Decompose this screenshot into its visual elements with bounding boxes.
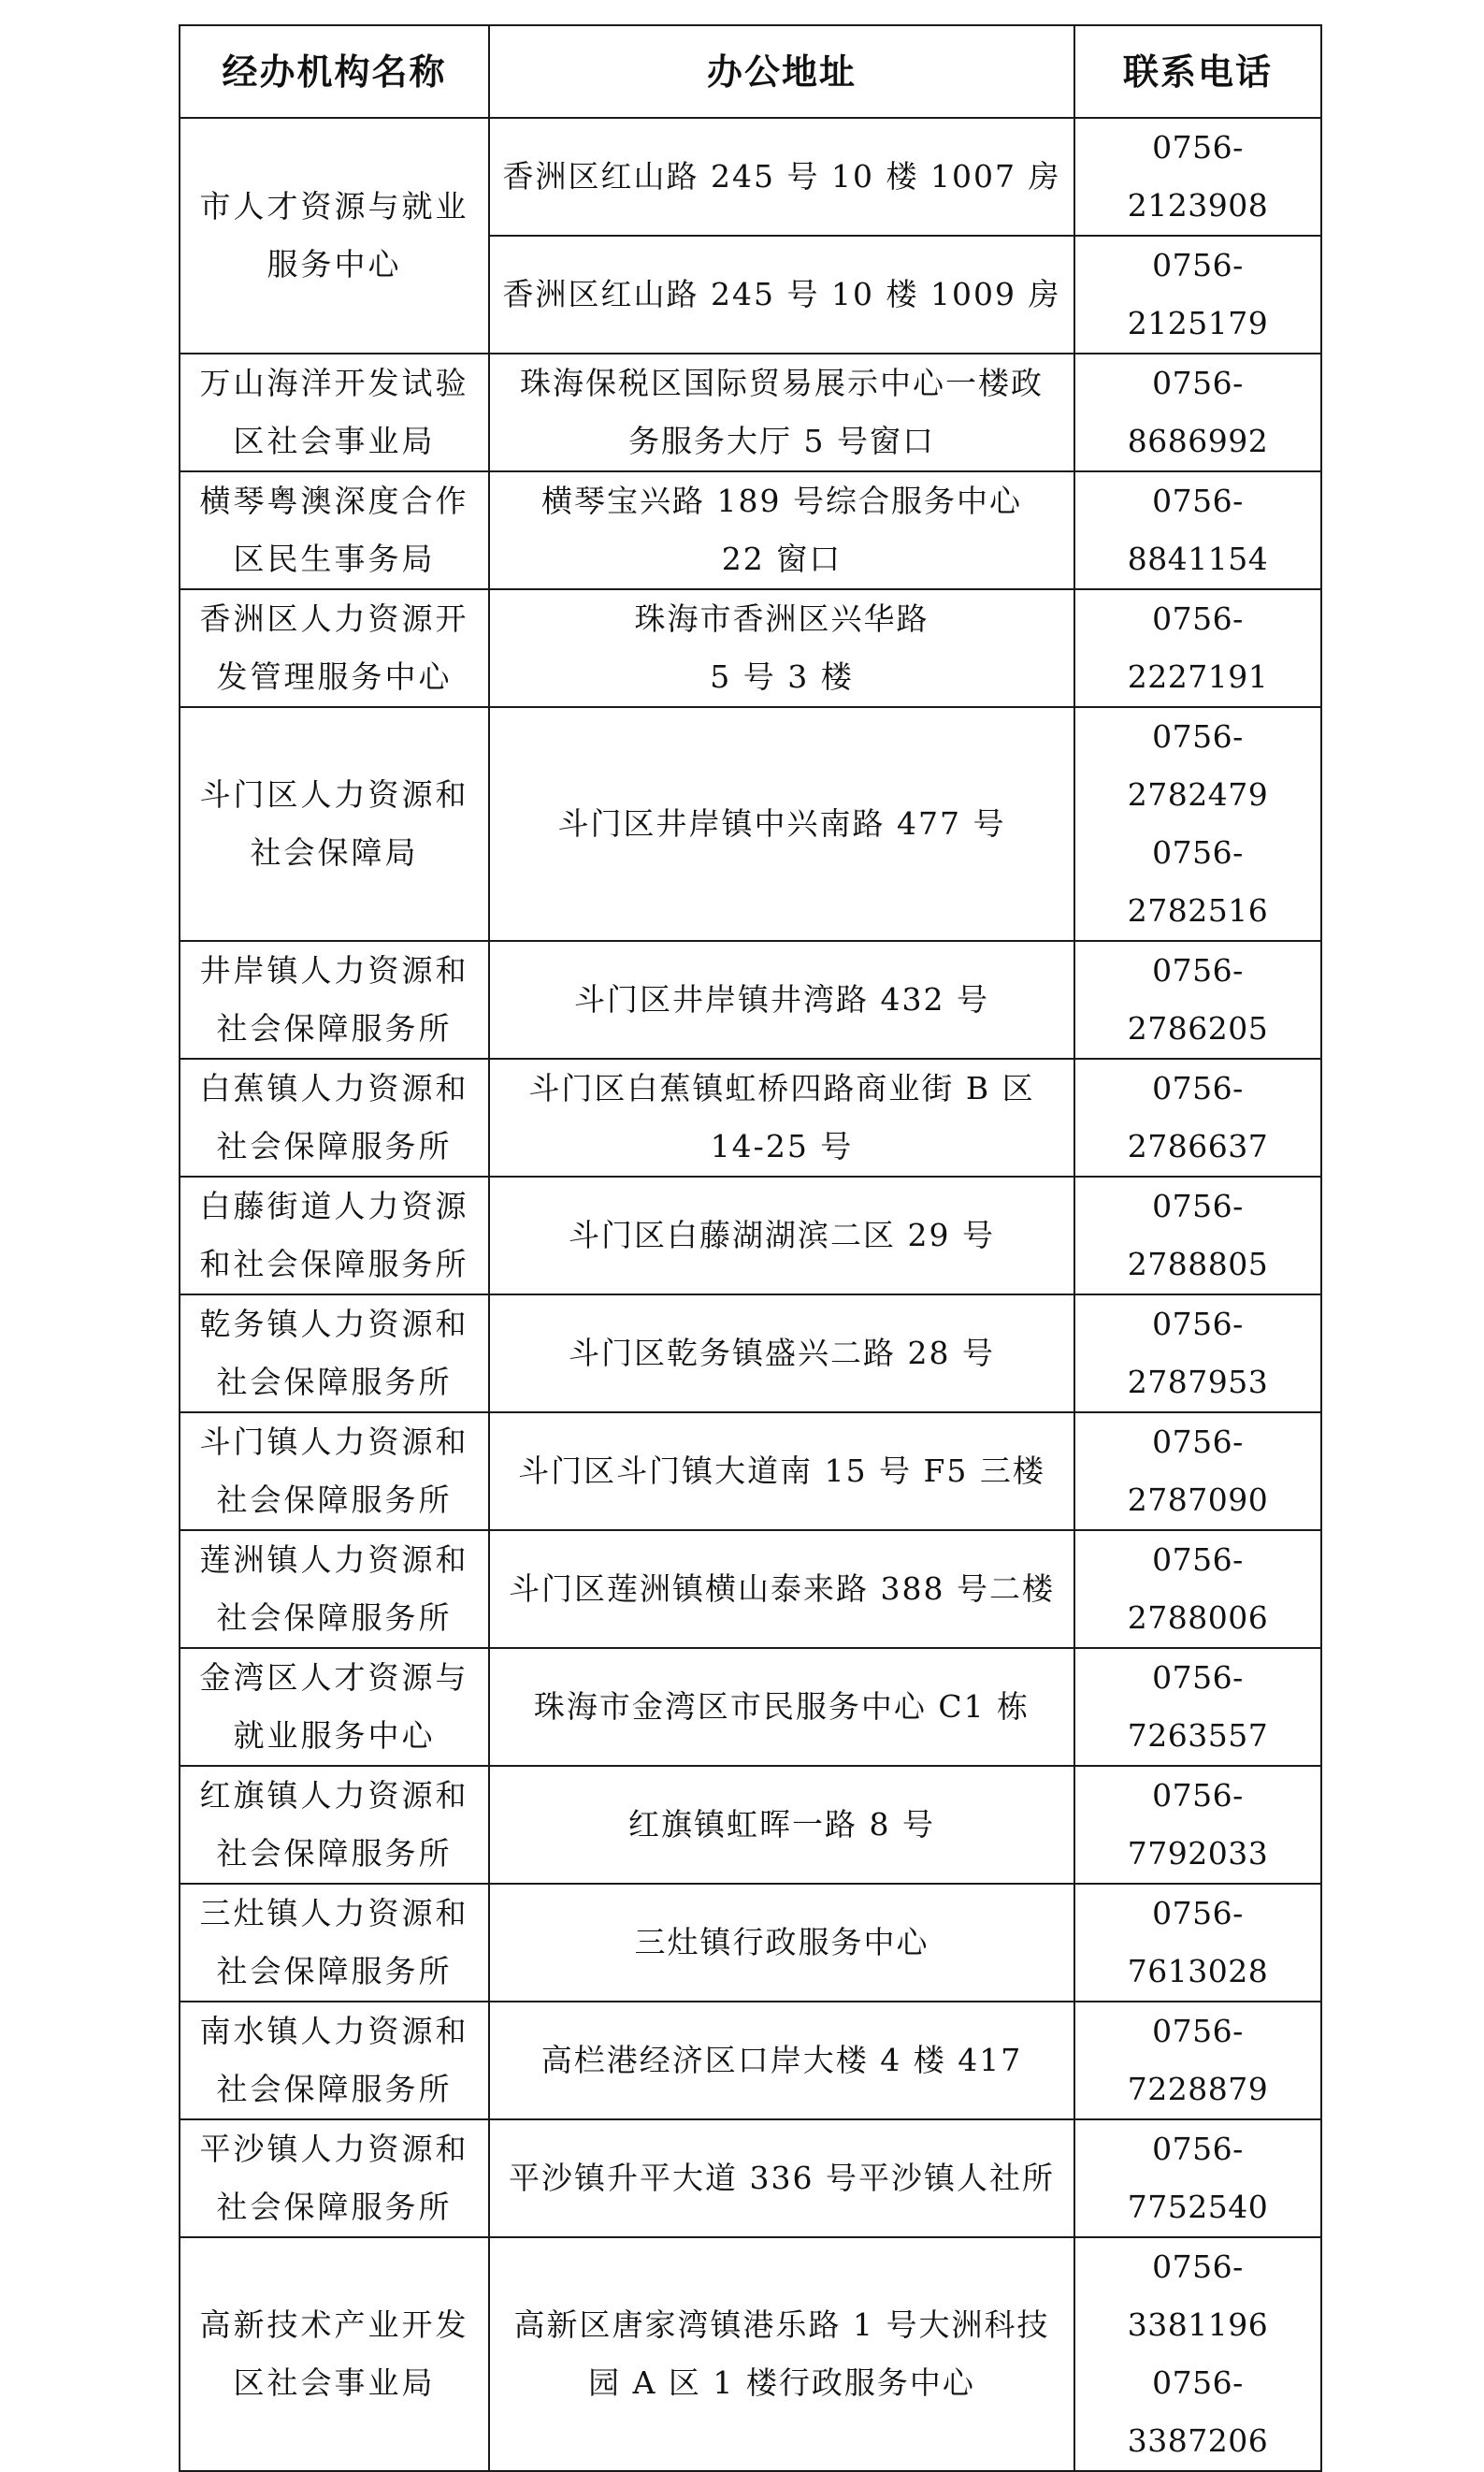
contact-phone bbox=[1074, 1059, 1321, 1177]
agency-name-line: 斗门镇人力资源和 bbox=[199, 1424, 469, 1460]
office-address bbox=[489, 2119, 1074, 2237]
phone-number: 0756-2786637 bbox=[1127, 1070, 1269, 1164]
office-address bbox=[489, 1530, 1074, 1648]
address-line: 高新区唐家湾镇港乐路 1 号大洲科技 bbox=[513, 2306, 1050, 2343]
agency-name-line: 和社会保障服务所 bbox=[199, 1246, 469, 1282]
phone-number: 0756-7228879 bbox=[1127, 2013, 1269, 2107]
address-line: 高栏港经济区口岸大楼 4 楼 417 bbox=[540, 2042, 1023, 2078]
address-line: 珠海市金湾区市民服务中心 C1 栋 bbox=[533, 1688, 1030, 1725]
phone-number: 0756-2125179 bbox=[1127, 247, 1269, 341]
table-row bbox=[180, 1412, 1321, 1530]
office-address bbox=[489, 1294, 1074, 1412]
address-line: 园 A 区 1 楼行政服务中心 bbox=[588, 2364, 975, 2401]
address-line: 斗门区斗门镇大道南 15 号 F5 三楼 bbox=[518, 1453, 1045, 1489]
office-address bbox=[489, 236, 1074, 354]
agency-name bbox=[180, 1412, 489, 1530]
contact-phone bbox=[1074, 354, 1321, 471]
office-address bbox=[489, 707, 1074, 941]
address-line: 珠海市香洲区兴华路 bbox=[634, 600, 929, 637]
agency-name bbox=[180, 1059, 489, 1177]
address-line: 斗门区井岸镇井湾路 432 号 bbox=[574, 981, 989, 1018]
contact-phone bbox=[1074, 118, 1321, 236]
phone-number: 0756-7752540 bbox=[1127, 2131, 1269, 2225]
header-name: 经办机构名称 bbox=[180, 25, 489, 118]
agency-name bbox=[180, 1294, 489, 1412]
table-row bbox=[180, 354, 1321, 471]
table-row bbox=[180, 2237, 1321, 2471]
agency-name bbox=[180, 707, 489, 941]
contact-phone bbox=[1074, 1530, 1321, 1648]
contact-phone bbox=[1074, 471, 1321, 589]
phone-number: 0756-2787090 bbox=[1127, 1424, 1269, 1518]
agency-name-line: 万山海洋开发试验 bbox=[199, 365, 469, 401]
agency-name bbox=[180, 1766, 489, 1884]
phone-number: 0756-2788006 bbox=[1127, 1541, 1269, 1636]
contact-phone bbox=[1074, 1294, 1321, 1412]
contact-phone bbox=[1074, 1884, 1321, 2002]
contact-phone bbox=[1074, 589, 1321, 707]
agency-name bbox=[180, 1530, 489, 1648]
agency-name bbox=[180, 941, 489, 1059]
contact-phone bbox=[1074, 2237, 1321, 2471]
agency-name-line: 社会保障服务所 bbox=[216, 1599, 453, 1636]
table-row bbox=[180, 471, 1321, 589]
address-line: 14-25 号 bbox=[710, 1128, 854, 1164]
office-address bbox=[489, 1059, 1074, 1177]
agency-name-line: 社会保障服务所 bbox=[216, 1128, 453, 1164]
agency-name-line: 金湾区人才资源与 bbox=[199, 1659, 469, 1696]
phone-number: 0756-2786205 bbox=[1127, 952, 1269, 1047]
address-line: 斗门区井岸镇中兴南路 477 号 bbox=[557, 805, 1006, 842]
contact-phone bbox=[1074, 1648, 1321, 1766]
agency-name-line: 区民生事务局 bbox=[233, 541, 436, 577]
office-address bbox=[489, 941, 1074, 1059]
table-row bbox=[180, 1884, 1321, 2002]
agency-name-line: 斗门区人力资源和 bbox=[199, 776, 469, 813]
agency-name bbox=[180, 1177, 489, 1294]
table-row bbox=[180, 1059, 1321, 1177]
agency-name bbox=[180, 1648, 489, 1766]
agency-name-line: 社会保障服务所 bbox=[216, 1364, 453, 1400]
office-address bbox=[489, 118, 1074, 236]
table-row bbox=[180, 1530, 1321, 1648]
agency-name-line: 社会保障服务所 bbox=[216, 1953, 453, 1989]
office-address bbox=[489, 1766, 1074, 1884]
office-address bbox=[489, 471, 1074, 589]
office-address bbox=[489, 589, 1074, 707]
address-line: 斗门区莲洲镇横山泰来路 388 号二楼 bbox=[509, 1570, 1055, 1607]
agency-name bbox=[180, 1884, 489, 2002]
address-line: 5 号 3 楼 bbox=[710, 658, 854, 695]
table-row bbox=[180, 118, 1321, 236]
table-row bbox=[180, 2002, 1321, 2119]
agency-name-line: 白藤街道人力资源 bbox=[199, 1188, 469, 1224]
agency-name-line: 就业服务中心 bbox=[233, 1717, 436, 1754]
agency-name-line: 社会保障服务所 bbox=[216, 2189, 453, 2225]
office-address bbox=[489, 1884, 1074, 2002]
contact-phone bbox=[1074, 1177, 1321, 1294]
header-address: 办公地址 bbox=[489, 25, 1074, 118]
contact-phone bbox=[1074, 1412, 1321, 1530]
address-line: 斗门区白蕉镇虹桥四路商业街 B 区 bbox=[528, 1070, 1035, 1106]
office-table bbox=[179, 24, 1322, 2472]
agency-name-line: 井岸镇人力资源和 bbox=[199, 952, 469, 989]
table-row bbox=[180, 1177, 1321, 1294]
contact-phone bbox=[1074, 2002, 1321, 2119]
agency-name-line: 白蕉镇人力资源和 bbox=[199, 1070, 469, 1106]
agency-name-line: 南水镇人力资源和 bbox=[199, 2013, 469, 2049]
agency-name bbox=[180, 2002, 489, 2119]
address-line: 香洲区红山路 245 号 10 楼 1007 房 bbox=[502, 158, 1061, 195]
agency-name-line: 红旗镇人力资源和 bbox=[199, 1777, 469, 1814]
agency-name bbox=[180, 354, 489, 471]
table-row bbox=[180, 941, 1321, 1059]
office-address bbox=[489, 1412, 1074, 1530]
header-row bbox=[180, 25, 1321, 118]
address-line: 香洲区红山路 245 号 10 楼 1009 房 bbox=[502, 276, 1061, 312]
table-row bbox=[180, 1294, 1321, 1412]
agency-name bbox=[180, 2119, 489, 2237]
agency-name-line: 高新技术产业开发 bbox=[199, 2306, 469, 2343]
phone-number: 0756-3387206 bbox=[1127, 2364, 1269, 2459]
agency-name-line: 社会保障服务所 bbox=[216, 1482, 453, 1518]
address-line: 斗门区白藤湖湖滨二区 29 号 bbox=[569, 1217, 995, 1253]
agency-name-line: 社会保障服务所 bbox=[216, 1835, 453, 1872]
phone-number: 0756-8841154 bbox=[1127, 483, 1269, 577]
office-address bbox=[489, 354, 1074, 471]
phone-number: 0756-2787953 bbox=[1127, 1306, 1269, 1400]
address-line: 红旗镇虹晖一路 8 号 bbox=[628, 1806, 935, 1843]
agency-name-line: 莲洲镇人力资源和 bbox=[199, 1541, 469, 1578]
contact-phone bbox=[1074, 941, 1321, 1059]
contact-phone bbox=[1074, 1766, 1321, 1884]
agency-name-line: 社会保障局 bbox=[250, 834, 419, 871]
agency-name-line: 区社会事业局 bbox=[233, 423, 436, 459]
phone-number: 0756-2788805 bbox=[1127, 1188, 1269, 1282]
contact-phone bbox=[1074, 2119, 1321, 2237]
address-line: 22 窗口 bbox=[721, 541, 843, 577]
office-address bbox=[489, 2002, 1074, 2119]
phone-number: 0756-3381196 bbox=[1127, 2248, 1269, 2343]
agency-name bbox=[180, 118, 489, 354]
address-line: 珠海保税区国际贸易展示中心一楼政 bbox=[520, 365, 1044, 401]
office-directory bbox=[179, 24, 1320, 2472]
phone-number: 0756-7613028 bbox=[1127, 1895, 1269, 1989]
address-line: 务服务大厅 5 号窗口 bbox=[628, 423, 935, 459]
address-line: 平沙镇升平大道 336 号平沙镇人社所 bbox=[509, 2160, 1055, 2196]
address-line: 三灶镇行政服务中心 bbox=[634, 1924, 929, 1960]
agency-name-line: 服务中心 bbox=[267, 246, 402, 282]
phone-number: 0756-7792033 bbox=[1127, 1777, 1269, 1872]
phone-number: 0756-8686992 bbox=[1127, 365, 1269, 459]
header-phone: 联系电话 bbox=[1074, 25, 1321, 118]
phone-number: 0756-2782516 bbox=[1127, 834, 1269, 929]
address-line: 横琴宝兴路 189 号综合服务中心 bbox=[541, 483, 1022, 519]
agency-name-line: 横琴粤澳深度合作 bbox=[199, 483, 469, 519]
agency-name-line: 市人才资源与就业 bbox=[199, 188, 469, 224]
contact-phone bbox=[1074, 707, 1321, 941]
address-line: 斗门区乾务镇盛兴二路 28 号 bbox=[569, 1335, 995, 1371]
agency-name-line: 发管理服务中心 bbox=[216, 658, 453, 695]
agency-name-line: 社会保障服务所 bbox=[216, 1010, 453, 1047]
table-row bbox=[180, 707, 1321, 941]
agency-name-line: 区社会事业局 bbox=[233, 2364, 436, 2401]
office-address bbox=[489, 2237, 1074, 2471]
phone-number: 0756-7263557 bbox=[1127, 1659, 1269, 1754]
agency-name-line: 平沙镇人力资源和 bbox=[199, 2131, 469, 2167]
table-row bbox=[180, 2119, 1321, 2237]
table-row bbox=[180, 1766, 1321, 1884]
phone-number: 0756-2782479 bbox=[1127, 718, 1269, 813]
agency-name bbox=[180, 589, 489, 707]
agency-name bbox=[180, 471, 489, 589]
contact-phone bbox=[1074, 236, 1321, 354]
agency-name bbox=[180, 2237, 489, 2471]
table-row bbox=[180, 1648, 1321, 1766]
table-row bbox=[180, 589, 1321, 707]
agency-name-line: 三灶镇人力资源和 bbox=[199, 1895, 469, 1931]
office-address bbox=[489, 1177, 1074, 1294]
phone-number: 0756-2227191 bbox=[1127, 600, 1269, 695]
agency-name-line: 社会保障服务所 bbox=[216, 2071, 453, 2107]
agency-name-line: 乾务镇人力资源和 bbox=[199, 1306, 469, 1342]
agency-name-line: 香洲区人力资源开 bbox=[199, 600, 469, 637]
phone-number: 0756-2123908 bbox=[1127, 129, 1269, 224]
office-address bbox=[489, 1648, 1074, 1766]
